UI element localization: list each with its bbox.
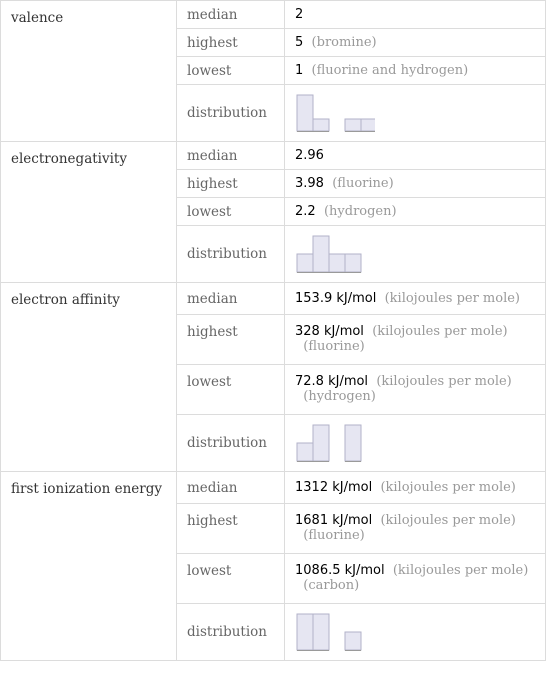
- stat-value: [285, 142, 546, 170]
- value-number: 3.98: [295, 176, 324, 191]
- histogram-bar: [361, 119, 375, 131]
- distribution-histogram: [295, 91, 375, 135]
- value-note-element: (fluorine): [303, 339, 365, 354]
- value-number: 2: [295, 7, 304, 22]
- stat-value: [285, 283, 546, 315]
- table-row: [1, 283, 546, 315]
- value-note: (kilojoules per mole): [380, 513, 516, 528]
- distribution-histogram: [295, 421, 375, 465]
- stat-value: [285, 198, 546, 226]
- stat-label: highest: [177, 504, 285, 554]
- stat-value: [285, 315, 546, 365]
- value-number: 328 kJ/mol: [295, 324, 364, 339]
- histogram-bar: [345, 425, 361, 461]
- property-name: valence: [1, 1, 177, 142]
- stat-value: [285, 472, 546, 504]
- stat-value: [285, 170, 546, 198]
- value-note: (kilojoules per mole): [384, 291, 521, 306]
- stat-label: median: [177, 142, 285, 170]
- value-note-element: (hydrogen): [303, 389, 376, 404]
- histogram-bar: [345, 632, 361, 650]
- distribution-cell: [285, 226, 546, 283]
- histogram-bar: [297, 443, 313, 461]
- stat-label: highest: [177, 29, 285, 57]
- value-note: (hydrogen): [323, 204, 397, 219]
- value-number: 2.2: [295, 204, 316, 219]
- value-number: 1312 kJ/mol: [295, 480, 373, 495]
- stat-label: highest: [177, 315, 285, 365]
- value-number: 1086.5 kJ/mol: [295, 563, 385, 578]
- stat-label: median: [177, 283, 285, 315]
- histogram-bar: [297, 254, 313, 272]
- distribution-cell: [285, 85, 546, 142]
- histogram-bar: [313, 236, 329, 272]
- histogram-bar: [345, 254, 361, 272]
- value-note-element: (fluorine): [303, 528, 365, 543]
- stat-label: lowest: [177, 57, 285, 85]
- stat-label: distribution: [177, 226, 285, 283]
- stat-label: median: [177, 1, 285, 29]
- value-number: 2.96: [295, 148, 324, 163]
- histogram-bar: [345, 119, 361, 131]
- value-note: (kilojoules per mole): [380, 480, 516, 495]
- value-note: (kilojoules per mole): [372, 324, 508, 339]
- table-row: [1, 1, 546, 29]
- stat-value: [285, 1, 546, 29]
- stat-label: distribution: [177, 415, 285, 472]
- stat-value: [285, 365, 546, 415]
- value-number: 153.9 kJ/mol: [295, 291, 377, 306]
- stat-label: lowest: [177, 365, 285, 415]
- histogram-bar: [313, 425, 329, 461]
- table-row: [1, 142, 546, 170]
- distribution-cell: [285, 415, 546, 472]
- histogram-bar: [313, 119, 329, 131]
- stat-value: [285, 29, 546, 57]
- stat-label: highest: [177, 170, 285, 198]
- value-note: (fluorine): [332, 176, 394, 191]
- value-note: (bromine): [311, 35, 377, 50]
- distribution-histogram: [295, 610, 375, 654]
- table-row: [1, 472, 546, 504]
- stat-label: distribution: [177, 604, 285, 661]
- value-number: 5: [295, 35, 304, 50]
- histogram-bar: [313, 614, 329, 650]
- stat-value: [285, 554, 546, 604]
- histogram-bar: [297, 95, 313, 131]
- stat-label: lowest: [177, 198, 285, 226]
- histogram-bar: [329, 254, 345, 272]
- value-number: 72.8 kJ/mol: [295, 374, 369, 389]
- stat-value: [285, 504, 546, 554]
- value-note: (fluorine and hydrogen): [311, 63, 469, 78]
- property-name: electronegativity: [1, 142, 177, 283]
- value-note-element: (carbon): [303, 578, 360, 593]
- value-note: (kilojoules per mole): [376, 374, 512, 389]
- property-name: electron affinity: [1, 283, 177, 472]
- stat-label: distribution: [177, 85, 285, 142]
- distribution-histogram: [295, 232, 375, 276]
- stat-label: median: [177, 472, 285, 504]
- value-number: 1681 kJ/mol: [295, 513, 373, 528]
- distribution-cell: [285, 604, 546, 661]
- histogram-bar: [297, 614, 313, 650]
- value-note: (kilojoules per mole): [392, 563, 529, 578]
- value-number: 1: [295, 63, 304, 78]
- stat-label: lowest: [177, 554, 285, 604]
- property-name: first ionization energy: [1, 472, 177, 661]
- stat-value: [285, 57, 546, 85]
